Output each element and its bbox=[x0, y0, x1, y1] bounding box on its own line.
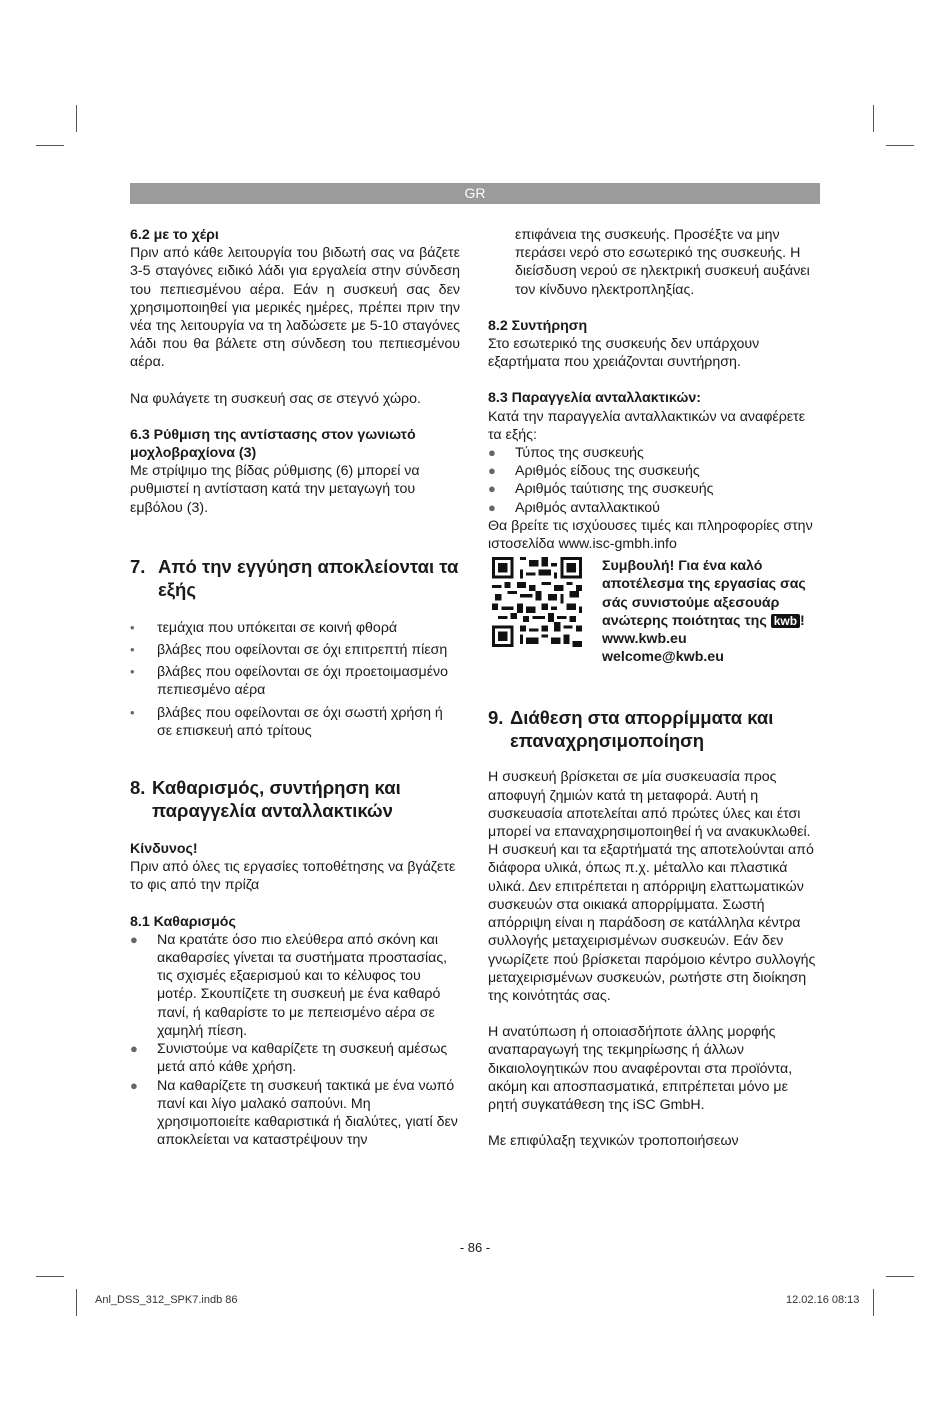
kwb-email-link[interactable]: welcome@kwb.eu bbox=[602, 649, 724, 666]
bullet-icon: ● bbox=[488, 499, 496, 515]
bullet-icon: • bbox=[130, 619, 135, 635]
section-8-3-outro: Θα βρείτε τις ισχύουσες τιμές και πληροφορίες στην ιστοσελίδα www.isc-gmbh.info bbox=[488, 517, 813, 553]
bullet-icon: ● bbox=[130, 1041, 138, 1057]
section-8-number: 8. bbox=[130, 777, 146, 799]
crop-mark bbox=[873, 105, 874, 132]
crop-mark bbox=[76, 1289, 77, 1316]
section-9-paragraph-3: Με επιφύλαξη τεχνικών τροποποιήσεων bbox=[488, 1133, 739, 1150]
footer-filename: Anl_DSS_312_SPK7.indb 86 bbox=[95, 1294, 238, 1306]
bullet-icon: • bbox=[130, 704, 135, 720]
section-6-3-title: 6.3 Ρύθμιση της αντίστασης στον γωνιωτό μοχλοβραχίονα (3) bbox=[130, 426, 416, 462]
bullet-icon: ● bbox=[130, 1077, 138, 1093]
warranty-exclusion-list bbox=[130, 619, 460, 740]
bullet-icon: ● bbox=[488, 463, 496, 479]
list-item: ● Να καθαρίζετε τη συσκευή τακτικά με ένα νωπό πανί και λίγο μαλακό σαπούνι. Μη χρησιμοποιείτε καθαριστικά ή διαλύτες, γιατί δεν αποκλείεται να καταστρέψουν την bbox=[130, 1077, 458, 1149]
kwb-website-link[interactable]: www.kwb.eu bbox=[602, 631, 687, 648]
crop-mark bbox=[873, 1289, 874, 1316]
page-number: - 86 - bbox=[459, 1240, 491, 1255]
tip-text bbox=[602, 557, 820, 666]
bullet-icon: • bbox=[130, 664, 135, 680]
list-item: ● Αριθμός είδους της συσκευής bbox=[488, 463, 700, 480]
tip-box bbox=[488, 557, 820, 666]
section-9-heading bbox=[488, 706, 820, 752]
section-8-heading bbox=[130, 776, 460, 822]
crop-mark bbox=[36, 145, 64, 146]
tip-exclamation: ! bbox=[800, 612, 805, 629]
danger-paragraph: Πριν από όλες τις εργασίες τοποθέτησης να βγάζετε το φις από την πρίζα bbox=[130, 859, 456, 894]
kwb-logo: kwb bbox=[771, 614, 800, 628]
section-8-1-title: 8.1 Καθαρισμός bbox=[130, 913, 236, 930]
crop-mark bbox=[886, 1276, 914, 1277]
spare-parts-list bbox=[488, 444, 820, 517]
footer-datetime: 12.02.16 08:13 bbox=[786, 1294, 860, 1306]
section-9-title: Διάθεση στα απορρίμματα και επαναχρησιμοποίηση bbox=[510, 707, 774, 752]
section-7-title: Από την εγγύηση αποκλείονται τα εξής bbox=[158, 555, 459, 600]
bullet-icon: • bbox=[130, 642, 135, 658]
crop-mark bbox=[886, 145, 914, 146]
crop-mark bbox=[36, 1276, 64, 1277]
list-item: ● Τύπος της συσκευής bbox=[488, 445, 644, 462]
language-code: GR bbox=[464, 185, 486, 201]
left-column bbox=[130, 226, 460, 1149]
list-item: ● Να κρατάτε όσο πιο ελεύθερα από σκόνη και ακαθαρσίες γίνεται τα συστήματα προστασίας, τις σχισμές εξαερισμού και το κέλυφος του μοτέρ. Σκουπίζετε τη συσκευή με ένα καθαρό πανί, ή καθαρίστε το με πεπεισμένο αέρα σε χαμηλή πίεση. bbox=[130, 931, 448, 1039]
section-7-heading bbox=[130, 555, 460, 601]
qr-code-icon bbox=[492, 557, 582, 647]
section-6-3-paragraph: Με στρίψιμο της βίδας ρύθμισης (6) μπορεί να ρυθμιστεί η αντίσταση κατά την μεταγωγή του εμβόλου (3). bbox=[130, 463, 420, 516]
right-column bbox=[488, 226, 820, 1150]
cleaning-continuation: επιφάνεια της συσκευής. Προσέξτε να μην περάσει νερό στο εσωτερικό της συσκευής. Η διείσδυση νερού σε ηλεκτρική συσκευή αυξάνει τον κίνδυνο ηλεκτροπληξίας. bbox=[515, 227, 810, 298]
list-item: • τεμάχια που υπόκειται σε κοινή φθορά bbox=[130, 619, 398, 636]
section-9-paragraph-2: Η ανατύπωση ή οποιασδήποτε άλλης μορφής αναπαραγωγή της τεκμηρίωσης ή άλλων δικαιολογητικών που αναφέρονται στα προϊόντα, ακόμη και αποσπασματικά, επιτρέπεται μόνο με ρητή συγκατάθεση της iSC GmbH. bbox=[488, 1024, 793, 1113]
danger-title: Κίνδυνος! bbox=[130, 841, 198, 858]
bullet-icon: ● bbox=[488, 481, 496, 497]
list-item: ● Συνιστούμε να καθαρίζετε τη συσκευή αμέσως μετά από κάθε χρήση. bbox=[130, 1041, 448, 1076]
list-item: • βλάβες που οφείλονται σε όχι σωστή χρήση ή σε επισκευή από τρίτους bbox=[130, 704, 443, 739]
section-7-number: 7. bbox=[130, 555, 146, 577]
section-9-number: 9. bbox=[488, 707, 504, 729]
section-6-2-storage-note: Να φυλάγετε τη συσκευή σας σε στεγνό χώρο. bbox=[130, 390, 421, 407]
list-item: • βλάβες που οφείλονται σε όχι προετοιμασμένο πεπιεσμένο αέρα bbox=[130, 664, 449, 699]
section-9-paragraph-1: Η συσκευή βρίσκεται σε μία συσκευασία προς αποφυγή ζημιών κατά τη μεταφορά. Αυτή η συσκευασία αποτελείται από πρώτες ύλες και έτσι μπορεί να επαναχρησιμοποιηθεί ή να ανακυκλωθεί. Η συσκευή και τα εξαρτήματά της αποτελούνται από διάφορα υλικά, όπως π.χ. μέταλλο και πλαστικά υλικά. Δεν επιτρέπεται η απόρριψη ελαττωματικών συσκευών στα οικιακά απορρίμματα. Σωστή απόρριψη είναι η παράδοση σε κατάλληλα κέντρα συλλογής μεταχειρισμένων συσκευών. Εάν δεν γνωρίζετε πού βρίσκεται παρόμοιο κέντρο συλλογής μεταχειρισμένων συσκευών, ρωτήστε στη διοίκηση της κοινότητάς σας. bbox=[488, 769, 816, 1004]
section-8-title: Καθαρισμός, συντήρηση και παραγγελία ανταλλακτικών bbox=[152, 777, 401, 822]
section-6-2-paragraph: Πριν από κάθε λειτουργία του βιδωτή σας να βάζετε 3-5 σταγόνες ειδικό λάδι για εργαλεία στην σύνδεση του πεπιεσμένου αέρα. Εάν η συσκευή σας δεν χρησιμοποιηθεί για μερικές ημέρες, πρέπει πριν την νέα της λειτουργία να τη λαδώσετε με 5-10 σταγόνες λάδι που θα βάλετε στη σύνδεση του πεπιεσμένου αέρα. bbox=[130, 245, 460, 371]
section-8-3-title: 8.3 Παραγγελία ανταλλακτικών: bbox=[488, 390, 701, 407]
section-6-2-title: 6.2 με το χέρι bbox=[130, 227, 219, 243]
language-header-bar bbox=[130, 183, 820, 204]
bullet-icon: ● bbox=[130, 931, 138, 947]
list-item: ● Αριθμός ταύτισης της συσκευής bbox=[488, 481, 714, 498]
list-item: • βλάβες που οφείλονται σε όχι επιτρεπτή πίεση bbox=[130, 642, 448, 659]
cleaning-list bbox=[130, 931, 460, 1149]
section-8-2-title: 8.2 Συντήρηση bbox=[488, 317, 588, 334]
bullet-icon: ● bbox=[488, 445, 496, 461]
section-8-3-intro: Κατά την παραγγελία ανταλλακτικών να αναφέρετε τα εξής: bbox=[488, 408, 806, 443]
list-item: ● Αριθμός ανταλλακτικού bbox=[488, 499, 660, 516]
section-8-2-paragraph: Στο εσωτερικό της συσκευής δεν υπάρχουν εξαρτήματα που χρειάζονται συντήρηση. bbox=[488, 336, 760, 371]
crop-mark bbox=[76, 105, 77, 132]
tip-message: Συμβουλή! Για ένα καλό αποτέλεσμα της εργασίας σας σάς συνιστούμε αξεσουάρ ανώτερης ποιότητας της bbox=[602, 558, 806, 629]
